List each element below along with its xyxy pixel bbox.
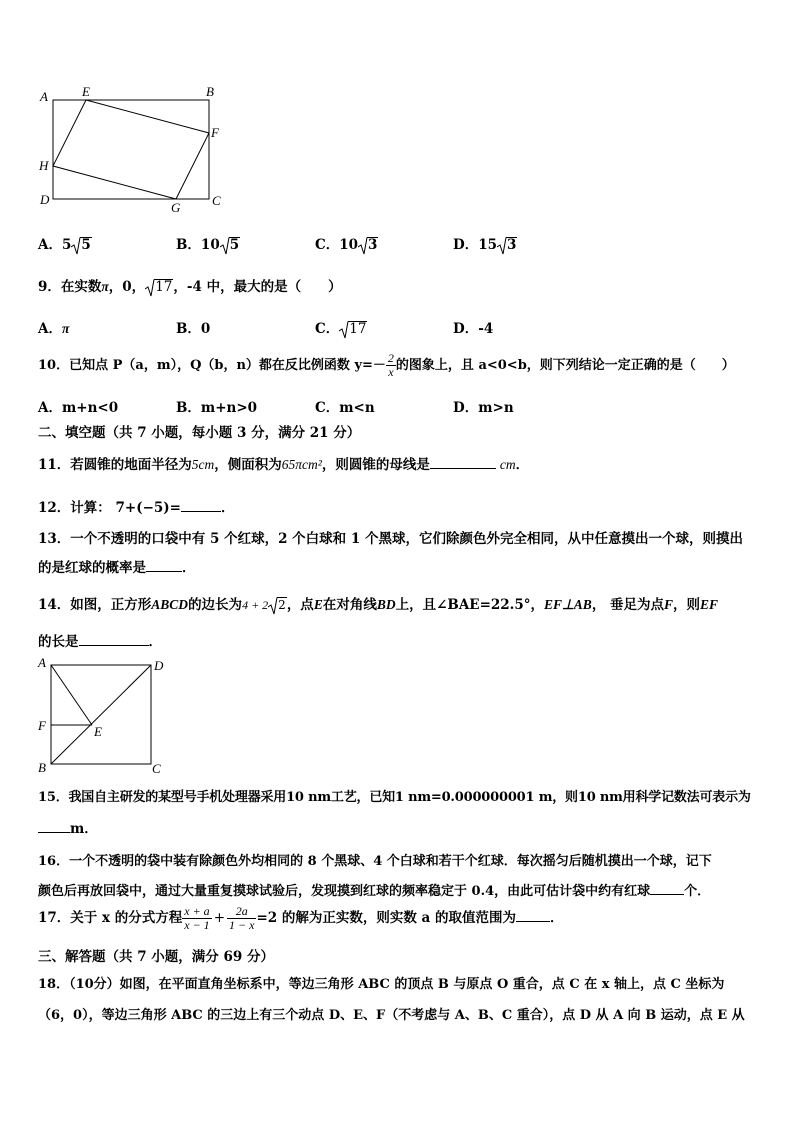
q8-option-b[interactable]: B．10 5: [176, 237, 240, 253]
q13-line-1: 13．一个不透明的口袋中有 5 个红球，2 个白球和 1 个黑球，它们除颜色外完全相同，从中任意摸出一个球，则摸出: [38, 531, 743, 547]
q8-option-a[interactable]: A．5 5: [38, 237, 91, 253]
q11-answer-blank[interactable]: [430, 456, 496, 469]
q10-option-b[interactable]: B．m+n>0: [176, 400, 258, 416]
sq-label-C: C: [152, 761, 161, 776]
q15-answer-blank[interactable]: [38, 820, 70, 833]
q15-line-2: m．: [38, 817, 98, 837]
q15-line-1: 15．我国自主研发的某型号手机处理器采用10 nm工艺，已知1 nm=0.000000001 m，则10 nm用科学记数法可表示为: [38, 790, 751, 805]
q14-answer-blank[interactable]: [79, 633, 149, 646]
sq-label-D: D: [154, 658, 164, 673]
sq-label-A: A: [38, 655, 46, 670]
q9-stem: 9．在实数π，0， 17，-4 中，最大的是（ ）: [38, 279, 342, 295]
q12-answer-blank[interactable]: [181, 499, 221, 512]
q14-line-2: 的长是 ．: [38, 634, 162, 650]
q16-line-2: 颜色后再放回袋中，通过大量重复摸球试验后，发现摸到红球的频率稳定于 0.4，由此可估计袋中约有红球 个．: [38, 884, 711, 899]
q9-option-b[interactable]: B．0: [176, 321, 211, 337]
label-B: B: [206, 85, 214, 99]
label-G: G: [171, 200, 181, 215]
q10-option-a[interactable]: A．m+n<0: [38, 400, 119, 416]
label-C: C: [212, 193, 221, 208]
q9-option-c[interactable]: C． 17: [315, 321, 367, 337]
label-D: D: [40, 192, 50, 207]
sq-label-F: F: [38, 718, 46, 733]
q16-answer-blank[interactable]: [650, 882, 684, 895]
q13-answer-blank[interactable]: [146, 559, 182, 572]
label-E: E: [82, 85, 90, 99]
q12-text: 12．计算： 7+(−5)= ．: [38, 500, 235, 516]
q10-option-d[interactable]: D．m>n: [453, 400, 514, 416]
label-H: H: [39, 158, 49, 173]
q17-answer-blank[interactable]: [516, 909, 550, 922]
segment-ae: [51, 665, 92, 725]
label-F: F: [211, 125, 219, 140]
section-3-heading: 三、解答题（共 7 小题，满分 69 分）: [38, 949, 274, 965]
q18-line-1: 18．（10分）如图，在平面直角坐标系中，等边三角形 ABC 的顶点 B 与原点 O 重合，点 C 在 x 轴上，点 C 坐标为: [38, 977, 725, 992]
q8-option-d[interactable]: D．15 3: [453, 237, 517, 253]
q18-line-2: （6，0），等边三角形 ABC 的三边上有三个动点 D、E、F（不考虑与 A、B、C 重合），点 D 从 A 向 B 运动，点 E 从: [38, 1008, 745, 1023]
q11-text: 11．若圆锥的地面半径为5cm，侧面积为65πcm²，则圆锥的母线是 cm．: [38, 457, 530, 473]
q10-stem: 10．已知点 P（a，m），Q（b，n）都在反比例函数 y=－ $\frac{2}{x}$ 的图象上，且 a<0<b，则下列结论一定正确的是（ ）: [38, 351, 735, 379]
sq-label-E: E: [94, 724, 102, 739]
q13-line-2: 的是红球的概率是 ．: [38, 560, 196, 576]
q9-option-d[interactable]: D．-4: [453, 321, 494, 337]
q10-option-c[interactable]: C．m<n: [315, 400, 375, 416]
sq-label-B: B: [38, 760, 46, 775]
q8-option-c[interactable]: C．10 3: [315, 237, 378, 253]
inner-parallelogram: [53, 100, 209, 199]
rectangle-figure: [36, 85, 226, 215]
q16-line-1: 16．一个不透明的袋中装有除颜色外均相同的 8 个黑球、4 个白球和若干个红球．每次摇匀后随机摸出一个球，记下: [38, 854, 712, 869]
outer-rectangle: [53, 100, 209, 199]
q17-text: 17．关于 x 的分式方程 $\frac{x + a}{x - 1}$ + $\frac{2a}{1 - x}$ =2 的解为正实数，则实数 a 的取值范围为 ．: [38, 904, 564, 932]
section-2-heading: 二、填空题（共 7 小题，每小题 3 分，满分 21 分）: [38, 425, 361, 441]
q9-option-a[interactable]: A．π: [38, 321, 70, 337]
q14-line-1: 14．如图，正方形ABCD的边长为4 + 2 2，点E在对角线BD上，且∠BAE=22.5°，EF⊥AB， 垂足为点F，则EF: [38, 597, 719, 613]
diagonal-bd: [51, 665, 151, 764]
square-figure: [34, 655, 174, 777]
label-A: A: [40, 89, 48, 104]
